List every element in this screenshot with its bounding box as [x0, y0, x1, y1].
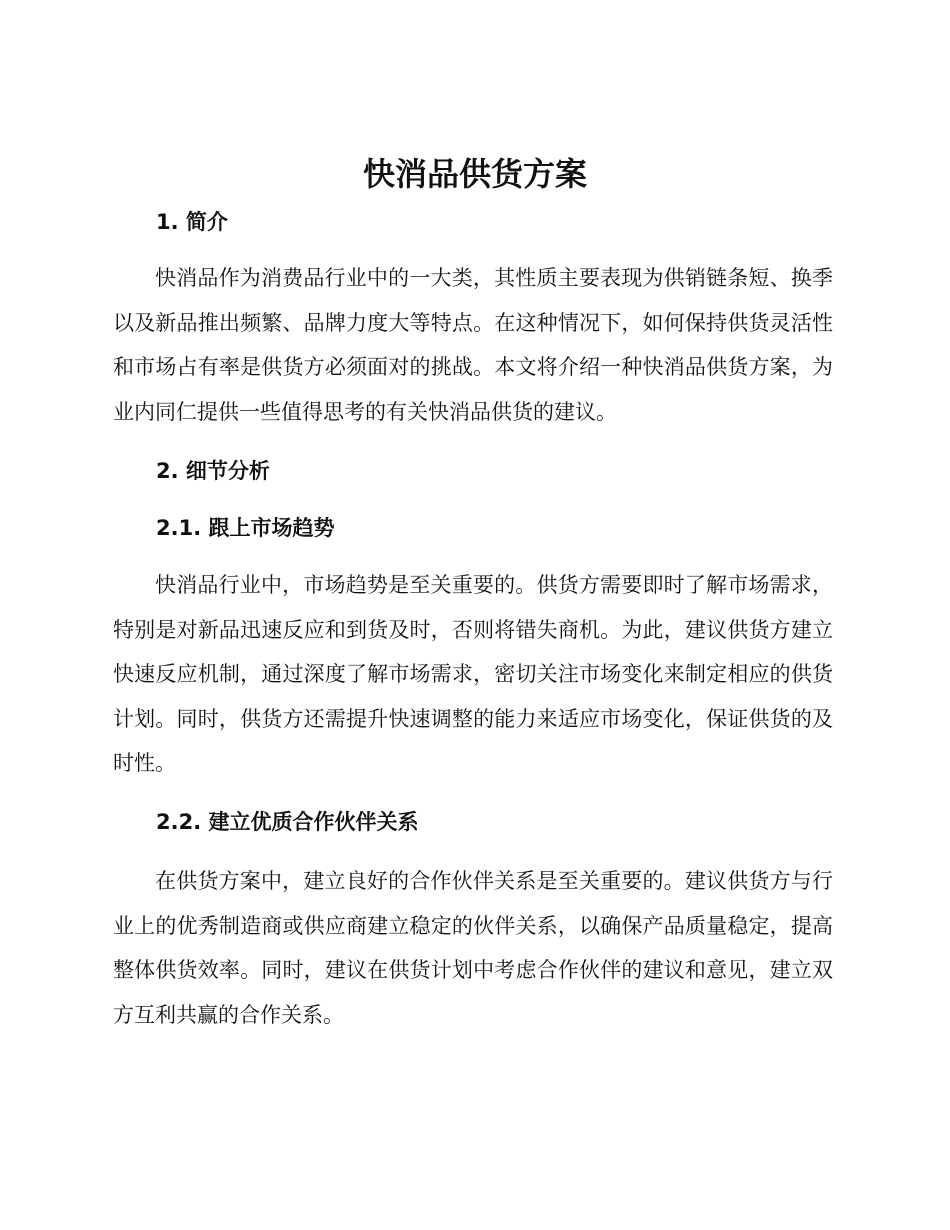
document-title: 快消品供货方案 — [362, 155, 587, 193]
section-paragraph-market-trend: 快消品行业中，市场趋势是至关重要的。供货方需要即时了解市场需求，特别是对新品迅速反应和到货及时，否则将错失商机。为此，建议供货方建立快速反应机制，通过深度了解市场需求，密切关注市场变化来制定相应的供货计划。同时，供货方还需提升快速调整的能力来适应市场变化，保证供货的及时性。 — [113, 573, 833, 775]
section-heading-intro: 1. 简介 — [156, 210, 228, 234]
section-heading-partnership: 2.2. 建立优质合作伙伴关系 — [156, 810, 419, 834]
section-heading-detail-analysis: 2. 细节分析 — [156, 459, 270, 483]
section-paragraph-partnership: 在供货方案中，建立良好的合作伙伴关系是至关重要的。建议供货方与行业上的优秀制造商或供应商建立稳定的伙伴关系，以确保产品质量稳定，提高整体供货效率。同时，建议在供货计划中考虑合作伙伴的建议和意见，建立双方互利共赢的合作关系。 — [113, 869, 833, 1027]
section-heading-market-trend: 2.1. 跟上市场趋势 — [156, 516, 335, 540]
section-paragraph-intro: 快消品作为消费品行业中的一大类，其性质主要表现为供销链条短、换季以及新品推出频繁、品牌力度大等特点。在这种情况下，如何保持供货灵活性和市场占有率是供货方必须面对的挑战。本文将介绍一种快消品供货方案，为业内同仁提供一些值得思考的有关快消品供货的建议。 — [113, 266, 833, 424]
